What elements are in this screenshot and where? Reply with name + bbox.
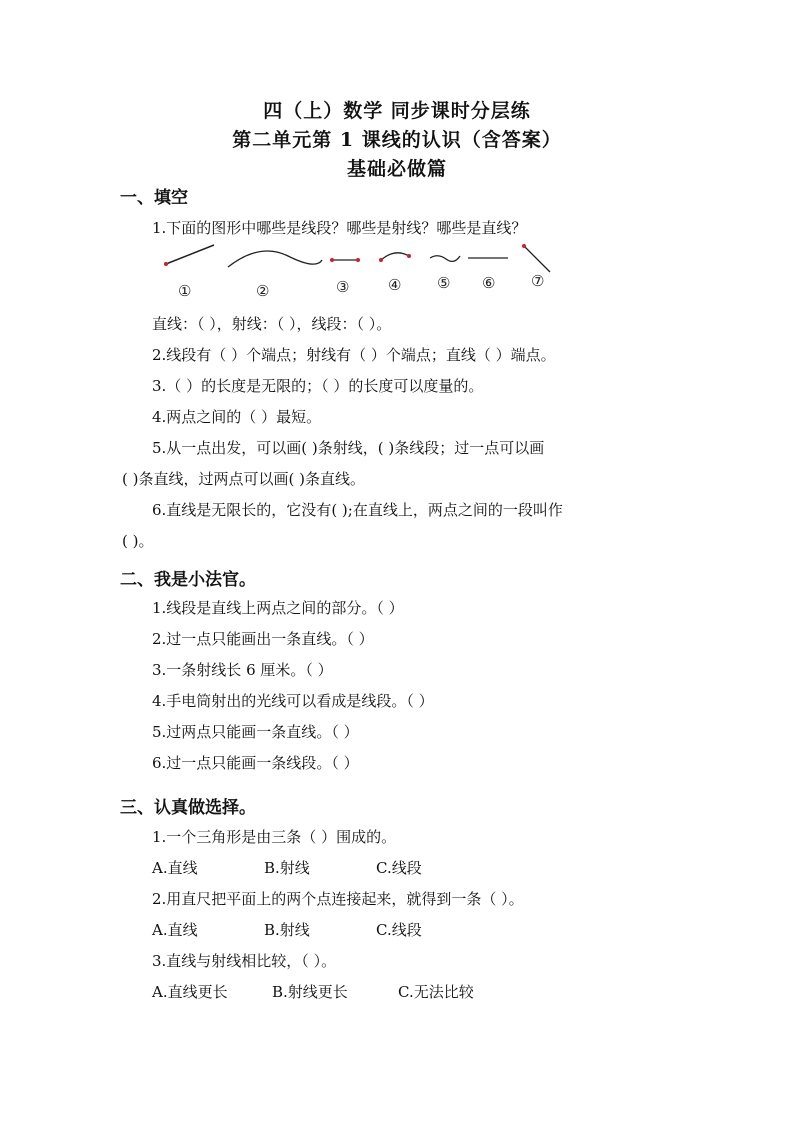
question-text: ( )条直线，过两点可以画( )条直线。: [122, 470, 365, 488]
page-section-title: 基础必做篇: [346, 158, 447, 180]
judge-item: 3.一条射线长 6 厘米。（ ）: [152, 661, 333, 679]
question-text: 3.（ ）的长度是无限的；（ ）的长度可以度量的。: [152, 377, 484, 395]
figure-label: ③: [336, 278, 350, 296]
page-title: 四（上）数学 同步课时分层练: [263, 100, 531, 122]
option-c: C.无法比较: [398, 983, 474, 1001]
line-figures: [150, 240, 570, 302]
figure-7-ray: [522, 244, 550, 272]
option-b: B.射线: [264, 921, 310, 939]
choice-question: 2.用直尺把平面上的两个点连接起来，就得到一条（ ）。: [152, 890, 524, 908]
choice-question: 1.一个三角形是由三条（ ）围成的。: [152, 828, 397, 846]
question-text: 5.从一点出发，可以画( )条射线，( )条线段；过一点可以画: [152, 439, 545, 457]
judge-item: 1.线段是直线上两点之间的部分。（ ）: [152, 599, 404, 617]
figure-1-line: [164, 245, 214, 266]
figure-label: ⑦: [531, 272, 545, 290]
figure-label: ①: [178, 282, 192, 300]
option-c: C.线段: [376, 921, 422, 939]
judge-item: 6.过一点只能画一条线段。（ ）: [152, 754, 359, 772]
section-judge-heading: 二、我是小法官。: [120, 570, 256, 590]
option-a: A.直线更长: [152, 983, 228, 1001]
answer-line: 直线：（ ），射线：（ ），线段：（ ）。: [152, 315, 392, 333]
figure-2-curve: [228, 251, 322, 267]
section-choice-heading: 三、认真做选择。: [120, 798, 256, 818]
section-fill-heading: 一、填空: [120, 188, 188, 208]
page-subtitle: 第二单元第 1 课线的认识（含答案）: [232, 129, 562, 151]
figure-label: ②: [256, 282, 270, 300]
option-c: C.线段: [376, 859, 422, 877]
choice-options: [152, 981, 510, 1002]
choice-question: 3.直线与射线相比较，（ ）。: [152, 952, 337, 970]
question-text: ( )。: [122, 532, 154, 550]
figure-label: ⑥: [482, 274, 496, 292]
figure-4-arc: [379, 253, 411, 262]
question-text: 2.线段有（ ）个端点；射线有（ ）个端点；直线（ ）端点。: [152, 346, 556, 364]
figure-label: ④: [388, 276, 402, 294]
option-b: B.射线: [264, 859, 310, 877]
judge-item: 2.过一点只能画出一条直线。（ ）: [152, 630, 374, 648]
judge-item: 5.过两点只能画一条直线。（ ）: [152, 723, 359, 741]
option-a: A.直线: [152, 859, 198, 877]
choice-options: [152, 919, 488, 940]
question-text: 1.下面的图形中哪些是线段？哪些是射线？哪些是直线？: [152, 219, 527, 237]
question-text: 6.直线是无限长的，它没有( );在直线上，两点之间的一段叫作: [152, 501, 563, 519]
option-a: A.直线: [152, 921, 198, 939]
judge-item: 4.手电筒射出的光线可以看成是线段。（ ）: [152, 692, 434, 710]
figure-5-wave: [430, 256, 460, 262]
choice-options: [152, 857, 488, 878]
question-text: 4.两点之间的（ ）最短。: [152, 408, 322, 426]
option-b: B.射线更长: [272, 983, 348, 1001]
figure-label: ⑤: [437, 274, 451, 292]
figure-3-segment: [330, 258, 360, 262]
